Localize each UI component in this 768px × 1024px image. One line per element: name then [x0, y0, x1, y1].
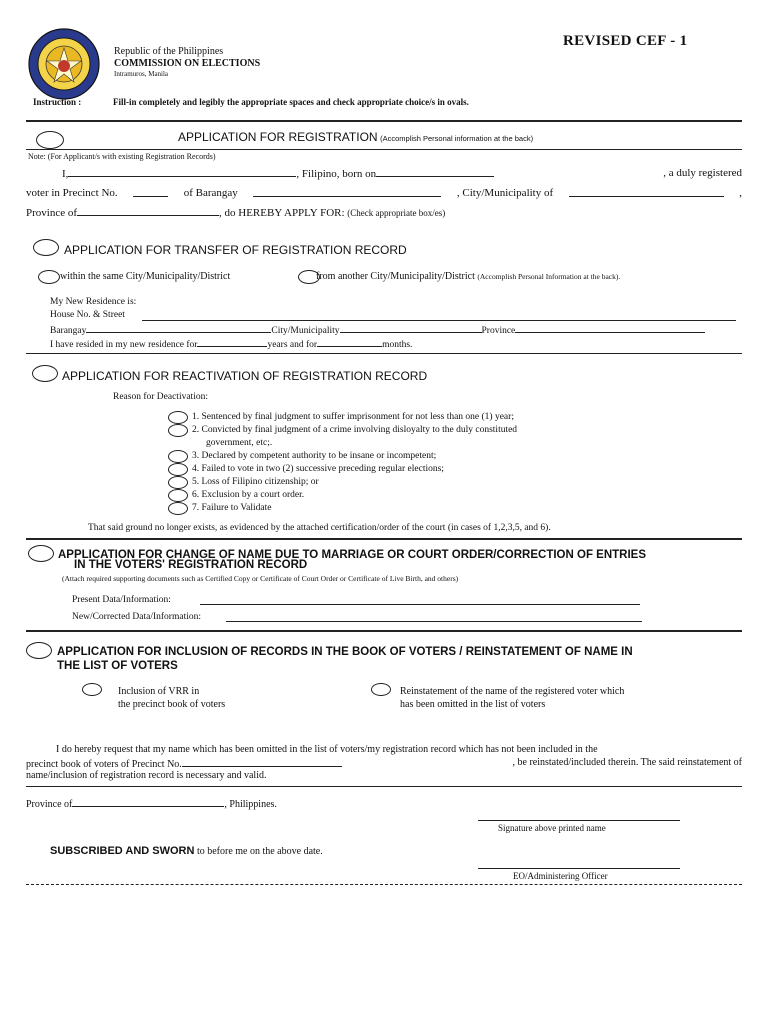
from-another-note: (Accomplish Personal Information at the back).: [477, 272, 621, 281]
months-field[interactable]: [317, 337, 382, 347]
reason-1: 1. Sentenced by final judgment to suffer imprisonment for not less than one (1) year;: [192, 412, 514, 422]
cut-line: [26, 884, 742, 885]
change-name-title-1: APPLICATION FOR CHANGE OF NAME DUE TO MARRIAGE OR COURT ORDER/CORRECTION OF ENTRIES: [58, 549, 646, 561]
barangay-field[interactable]: [253, 187, 441, 197]
province-field[interactable]: [77, 206, 219, 216]
divider: [26, 630, 742, 632]
corrected-label: New/Corrected Data/Information:: [72, 612, 201, 622]
request-line-2: [26, 757, 742, 770]
divider: [26, 120, 742, 122]
resided-row: [50, 337, 412, 350]
reason-oval-7[interactable]: [168, 502, 188, 515]
reason-2-cont: government, etc;.: [206, 438, 273, 448]
voter-in-label: voter in Precinct No.: [26, 187, 118, 199]
request-text-2a: precinct book of voters of Precinct No.: [26, 759, 182, 770]
corrected-field[interactable]: [226, 611, 642, 622]
reason-oval-4[interactable]: [168, 463, 188, 476]
hereby-apply-label: , do HEREBY APPLY FOR:: [219, 207, 345, 219]
request-line-1: [26, 744, 742, 755]
request-precinct-field[interactable]: [182, 757, 342, 767]
inclusion-title-1: APPLICATION FOR INCLUSION OF RECORDS IN THE BOOK OF VOTERS / REINSTATEMENT OF NAME IN: [57, 646, 633, 658]
name-field[interactable]: [68, 167, 296, 177]
city-field[interactable]: [569, 187, 724, 197]
duly-registered-label: , a duly registered: [663, 167, 742, 179]
barangay-label: Barangay: [50, 326, 87, 336]
transfer-title: APPLICATION FOR TRANSFER OF REGISTRATION RECORD: [64, 243, 407, 257]
reason-6: 6. Exclusion by a court order.: [192, 490, 305, 500]
new-barangay-field[interactable]: [86, 323, 271, 333]
within-city-oval[interactable]: [38, 270, 60, 284]
change-name-oval[interactable]: [28, 545, 54, 562]
new-city-field[interactable]: [340, 323, 482, 333]
new-residence-label: My New Residence is:: [50, 297, 137, 307]
reason-3: 3. Declared by competent authority to be insane or incompetent;: [192, 451, 437, 461]
inclusion-oval[interactable]: [26, 642, 52, 659]
eo-line[interactable]: [478, 860, 680, 869]
present-label: Present Data/Information:: [72, 595, 171, 605]
city-label: City/Municipality: [271, 326, 340, 336]
ground-text: That said ground no longer exists, as evidenced by the attached certification/order of the court (in cases of 1,2,3,5, and 6).: [88, 523, 551, 533]
registration-line-1-start: [26, 167, 494, 180]
comelec-seal: [28, 28, 100, 100]
comma-label: ,: [739, 187, 742, 199]
instruction-label: Instruction :: [33, 97, 82, 107]
precinct-field[interactable]: [133, 187, 168, 197]
request-2-start: [26, 757, 342, 770]
reinstatement-label-2: has been omitted in the list of voters: [400, 699, 546, 710]
filipino-label: , Filipino, born on: [296, 168, 377, 180]
city-mun-label: , City/Municipality of: [456, 187, 554, 199]
signature-line[interactable]: [478, 812, 680, 821]
reason-oval-6[interactable]: [168, 489, 188, 502]
months-label: months.: [382, 340, 413, 350]
reactivation-oval[interactable]: [32, 365, 58, 382]
request-text-1: I do hereby request that my name which has been omitted in the list of voters/my registration record which has not been included in the: [56, 744, 598, 755]
reason-oval-5[interactable]: [168, 476, 188, 489]
reinstatement-oval[interactable]: [371, 683, 391, 696]
attach-note: (Attach required supporting documents such as Certified Copy or Certificate of Court Order or Certificate of Live Birth, and others): [62, 574, 459, 583]
form-code: REVISED CEF - 1: [563, 33, 688, 49]
divider: [26, 786, 742, 787]
inclusion-title-2: THE LIST OF VOTERS: [57, 660, 178, 672]
inclusion-vrr-label-2: the precinct book of voters: [118, 699, 226, 710]
registration-title: APPLICATION FOR REGISTRATION: [178, 130, 378, 144]
commission-name: COMMISSION ON ELECTIONS: [114, 58, 261, 69]
province-label: Province: [481, 326, 516, 336]
footer-province-label: Province of: [26, 799, 73, 810]
instruction-text: Fill-in completely and legibly the appropriate spaces and check appropriate choice/s in ovals.: [113, 97, 469, 107]
sworn-bold: SUBSCRIBED AND SWORN: [50, 845, 195, 857]
reason-oval-2[interactable]: [168, 424, 188, 437]
sworn-rest: to before me on the above date.: [196, 846, 323, 857]
registration-note: Note: (For Applicant/s with existing Registration Records): [28, 152, 216, 161]
resided-label: I have resided in my new residence for: [50, 340, 198, 350]
eo-label: EO/Administering Officer: [513, 871, 608, 881]
reason-4: 4. Failed to vote in two (2) successive preceding regular elections;: [192, 464, 444, 474]
divider: [26, 353, 742, 354]
reason-oval-3[interactable]: [168, 450, 188, 463]
from-another-wrap: [316, 271, 620, 282]
within-city-label: within the same City/Municipality/District: [60, 271, 231, 282]
years-field[interactable]: [197, 337, 267, 347]
present-field[interactable]: [200, 594, 640, 605]
registration-line-3: [26, 206, 445, 219]
inclusion-vrr-oval[interactable]: [82, 683, 102, 696]
divider: [26, 149, 742, 150]
footer-province-row: [26, 797, 277, 810]
request-text-2b: , be reinstated/included therein. The said reinstatement of: [512, 757, 742, 768]
reinstatement-label-1: Reinstatement of the name of the registered voter which: [400, 686, 625, 697]
footer-province-field[interactable]: [72, 797, 224, 807]
barangay-row: [50, 323, 705, 336]
house-no-field[interactable]: [142, 310, 736, 321]
registration-line-1: [26, 167, 742, 180]
change-name-title-2: IN THE VOTERS' REGISTRATION RECORD: [74, 559, 308, 571]
house-no-label: House No. & Street: [50, 310, 125, 320]
birthdate-field[interactable]: [376, 167, 494, 177]
years-label: years and for: [267, 340, 318, 350]
request-text-3: name/inclusion of registration record is necessary and valid.: [26, 770, 267, 781]
reason-oval-1[interactable]: [168, 411, 188, 424]
reactivation-title: APPLICATION FOR REACTIVATION OF REGISTRATION RECORD: [62, 369, 428, 383]
transfer-oval[interactable]: [33, 239, 59, 256]
sworn-row: [50, 845, 323, 857]
republic-text: Republic of the Philippines: [114, 46, 224, 57]
registration-title-wrap: [178, 130, 533, 144]
of-barangay-label: of Barangay: [183, 187, 238, 199]
registration-title-note: (Accomplish Personal information at the back): [380, 134, 534, 143]
inclusion-vrr-label-1: Inclusion of VRR in: [118, 686, 200, 697]
registration-line-2: [26, 187, 742, 199]
philippines-label: , Philippines.: [224, 799, 277, 810]
divider: [26, 538, 742, 540]
check-box-note: (Check appropriate box/es): [347, 208, 446, 218]
address-text: Intramuros, Manila: [114, 70, 169, 78]
registration-oval[interactable]: [36, 131, 64, 149]
new-province-field[interactable]: [515, 323, 705, 333]
signature-label: Signature above printed name: [498, 823, 606, 833]
from-another-label: from another City/Municipality/District: [316, 271, 475, 282]
province-of-label: Province of: [26, 207, 78, 219]
reason-2: 2. Convicted by final judgment of a crime involving disloyalty to the duly constituted: [192, 425, 518, 435]
reason-5: 5. Loss of Filipino citizenship; or: [192, 477, 319, 487]
reason-7: 7. Failure to Validate: [192, 503, 272, 513]
i-label: I,: [62, 168, 69, 180]
reason-label: Reason for Deactivation:: [113, 392, 208, 402]
